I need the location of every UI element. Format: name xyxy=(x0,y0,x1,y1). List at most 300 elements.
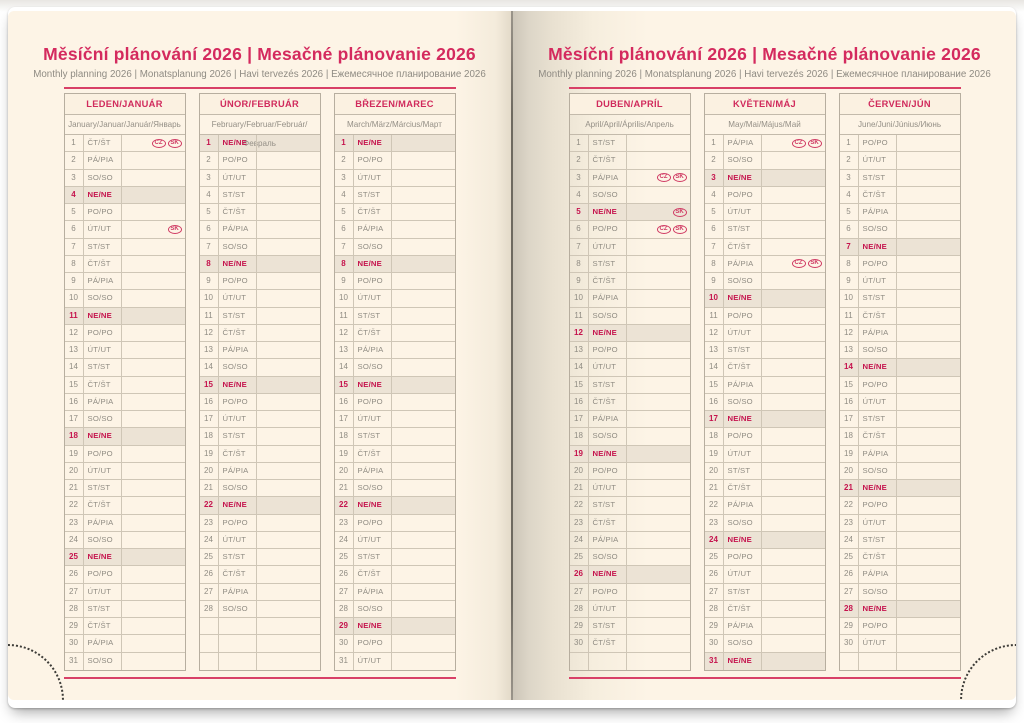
notes-cell xyxy=(392,135,455,151)
day-number xyxy=(200,635,219,651)
notes-cell xyxy=(762,256,825,272)
day-number: 28 xyxy=(335,601,354,617)
day-number: 7 xyxy=(705,239,724,255)
day-number: 11 xyxy=(335,308,354,324)
day-row xyxy=(705,515,825,532)
day-number: 7 xyxy=(570,239,589,255)
day-number: 23 xyxy=(335,515,354,531)
page-right xyxy=(513,11,1016,700)
notes-cell xyxy=(257,377,320,393)
day-row xyxy=(200,342,320,359)
day-abbrev: ÚT/UT xyxy=(724,566,762,582)
day-number: 17 xyxy=(200,411,219,427)
day-abbrev: ČT/ŠT xyxy=(219,566,257,582)
day-row xyxy=(705,653,825,670)
day-number: 30 xyxy=(335,635,354,651)
notes-cell xyxy=(762,549,825,565)
notes-cell xyxy=(392,480,455,496)
day-number: 15 xyxy=(200,377,219,393)
day-abbrev: ÚT/UT xyxy=(354,170,392,186)
day-abbrev: SO/SO xyxy=(724,635,762,651)
day-number: 30 xyxy=(705,635,724,651)
month-languages: March/März/Március/Март xyxy=(335,115,455,135)
day-number: 26 xyxy=(65,566,84,582)
notes-cell xyxy=(392,152,455,168)
day-abbrev: ÚT/UT xyxy=(84,463,122,479)
day-abbrev: ST/ST xyxy=(589,135,627,151)
day-row xyxy=(840,394,960,411)
day-number: 20 xyxy=(200,463,219,479)
day-abbrev: PÁ/PIA xyxy=(724,497,762,513)
day-number: 20 xyxy=(840,463,859,479)
day-number: 14 xyxy=(705,359,724,375)
day-row xyxy=(335,635,455,652)
day-abbrev: ČT/ŠT xyxy=(859,428,897,444)
notes-cell xyxy=(762,221,825,237)
holiday-badge-sk: SK xyxy=(808,139,822,148)
holiday-badge-sk: SK xyxy=(808,259,822,268)
day-row xyxy=(570,308,690,325)
day-number: 3 xyxy=(335,170,354,186)
day-number: 3 xyxy=(65,170,84,186)
notes-cell xyxy=(122,446,185,462)
day-number: 6 xyxy=(335,221,354,237)
notes-cell xyxy=(627,221,690,237)
day-row xyxy=(65,325,185,342)
day-number: 27 xyxy=(570,584,589,600)
day-number: 19 xyxy=(335,446,354,462)
notes-cell xyxy=(392,411,455,427)
day-row xyxy=(335,359,455,376)
month-table xyxy=(334,93,456,671)
notes-cell xyxy=(257,256,320,272)
notes-cell xyxy=(627,359,690,375)
notes-cell xyxy=(897,377,960,393)
day-abbrev: NE/NE xyxy=(859,239,897,255)
notes-cell xyxy=(627,653,690,670)
notes-cell xyxy=(392,256,455,272)
day-abbrev: SO/SO xyxy=(219,601,257,617)
notes-cell xyxy=(257,480,320,496)
day-number: 23 xyxy=(570,515,589,531)
day-row xyxy=(335,497,455,514)
day-row xyxy=(200,308,320,325)
day-number: 5 xyxy=(200,204,219,220)
top-rule xyxy=(569,87,961,89)
day-row xyxy=(840,359,960,376)
day-number: 16 xyxy=(840,394,859,410)
day-abbrev: ÚT/UT xyxy=(724,325,762,341)
notes-cell xyxy=(122,152,185,168)
day-number: 25 xyxy=(840,549,859,565)
day-row xyxy=(335,221,455,238)
holiday-badge-cz: CZ xyxy=(657,173,671,182)
day-number: 22 xyxy=(705,497,724,513)
notes-cell xyxy=(897,187,960,203)
day-row xyxy=(570,342,690,359)
notes-cell xyxy=(762,377,825,393)
notes-cell xyxy=(392,515,455,531)
day-row xyxy=(335,377,455,394)
page-left xyxy=(8,11,511,700)
day-abbrev: NE/NE xyxy=(84,428,122,444)
bottom-rule xyxy=(64,677,456,679)
day-number: 20 xyxy=(705,463,724,479)
day-row xyxy=(65,187,185,204)
day-number: 22 xyxy=(200,497,219,513)
month-name: LEDEN/JANUÁR xyxy=(65,94,185,115)
day-number: 5 xyxy=(65,204,84,220)
day-number: 22 xyxy=(335,497,354,513)
notes-cell xyxy=(762,308,825,324)
notes-cell xyxy=(627,394,690,410)
day-abbrev: ČT/ŠT xyxy=(219,204,257,220)
day-number: 24 xyxy=(570,532,589,548)
day-number: 7 xyxy=(65,239,84,255)
day-number: 14 xyxy=(570,359,589,375)
day-abbrev: ÚT/UT xyxy=(589,359,627,375)
notes-cell xyxy=(897,204,960,220)
notes-cell xyxy=(257,463,320,479)
day-number: 15 xyxy=(840,377,859,393)
day-abbrev: PO/PO xyxy=(724,549,762,565)
notes-cell xyxy=(392,428,455,444)
day-number: 6 xyxy=(705,221,724,237)
day-row xyxy=(570,584,690,601)
day-row xyxy=(335,549,455,566)
day-abbrev: ST/ST xyxy=(84,359,122,375)
day-row xyxy=(570,394,690,411)
day-abbrev: PO/PO xyxy=(724,187,762,203)
notes-cell xyxy=(392,377,455,393)
day-number: 24 xyxy=(200,532,219,548)
day-abbrev: PÁ/PIA xyxy=(724,135,762,151)
day-row xyxy=(840,497,960,514)
day-number: 31 xyxy=(335,653,354,670)
day-abbrev: ST/ST xyxy=(219,187,257,203)
day-number: 1 xyxy=(65,135,84,151)
day-abbrev: ST/ST xyxy=(589,377,627,393)
day-number: 9 xyxy=(705,273,724,289)
day-row xyxy=(570,653,690,670)
notes-cell xyxy=(627,273,690,289)
day-abbrev: ÚT/UT xyxy=(219,290,257,306)
notes-cell xyxy=(257,601,320,617)
day-abbrev: NE/NE xyxy=(589,446,627,462)
day-row xyxy=(200,377,320,394)
day-abbrev: PO/PO xyxy=(354,635,392,651)
month-name: DUBEN/APRÍL xyxy=(570,94,690,115)
day-row xyxy=(705,256,825,273)
day-abbrev: ČT/ŠT xyxy=(859,187,897,203)
day-abbrev: ÚT/UT xyxy=(859,273,897,289)
day-abbrev: ČT/ŠT xyxy=(84,256,122,272)
holiday-badge-sk: SK xyxy=(168,139,182,148)
day-number: 29 xyxy=(570,618,589,634)
day-number: 5 xyxy=(840,204,859,220)
day-number: 22 xyxy=(570,497,589,513)
day-number: 18 xyxy=(335,428,354,444)
notes-cell xyxy=(897,170,960,186)
day-number: 29 xyxy=(65,618,84,634)
day-row xyxy=(705,308,825,325)
day-number: 21 xyxy=(840,480,859,496)
day-abbrev: ST/ST xyxy=(724,584,762,600)
day-number: 18 xyxy=(570,428,589,444)
day-number: 13 xyxy=(200,342,219,358)
day-number: 1 xyxy=(705,135,724,151)
notes-cell xyxy=(257,635,320,651)
day-row xyxy=(705,618,825,635)
day-row xyxy=(840,480,960,497)
notes-cell xyxy=(762,584,825,600)
day-number: 18 xyxy=(65,428,84,444)
day-number: 12 xyxy=(200,325,219,341)
day-number: 17 xyxy=(65,411,84,427)
notes-cell xyxy=(762,394,825,410)
day-row xyxy=(840,584,960,601)
day-row xyxy=(65,566,185,583)
notes-cell xyxy=(897,601,960,617)
perforation-dots xyxy=(960,644,1016,700)
day-abbrev: PO/PO xyxy=(859,618,897,634)
day-abbrev: PÁ/PIA xyxy=(859,566,897,582)
day-number: 7 xyxy=(840,239,859,255)
holiday-badge-sk: SK xyxy=(673,225,687,234)
notes-cell xyxy=(627,428,690,444)
diary-book xyxy=(8,7,1016,708)
day-row xyxy=(65,135,185,152)
day-abbrev: PO/PO xyxy=(354,394,392,410)
day-row xyxy=(840,618,960,635)
day-abbrev: ST/ST xyxy=(589,497,627,513)
day-number: 29 xyxy=(705,618,724,634)
day-abbrev: SO/SO xyxy=(219,480,257,496)
day-abbrev: ÚT/UT xyxy=(589,239,627,255)
day-row xyxy=(200,204,320,221)
day-abbrev: ÚT/UT xyxy=(589,601,627,617)
day-row xyxy=(65,480,185,497)
day-abbrev: ČT/ŠT xyxy=(589,273,627,289)
day-row xyxy=(840,411,960,428)
notes-cell xyxy=(762,342,825,358)
day-row xyxy=(65,152,185,169)
months-left xyxy=(64,93,456,671)
day-abbrev: PÁ/PIA xyxy=(589,290,627,306)
day-row xyxy=(570,239,690,256)
day-number: 20 xyxy=(335,463,354,479)
day-row xyxy=(570,515,690,532)
day-row xyxy=(840,239,960,256)
day-number: 24 xyxy=(840,532,859,548)
day-row xyxy=(705,394,825,411)
day-row xyxy=(200,480,320,497)
notes-cell xyxy=(762,359,825,375)
notes-cell xyxy=(257,428,320,444)
notes-cell xyxy=(897,653,960,670)
day-row xyxy=(840,566,960,583)
notes-cell xyxy=(392,566,455,582)
notes-cell xyxy=(257,446,320,462)
day-abbrev: PÁ/PIA xyxy=(354,221,392,237)
notes-cell xyxy=(257,549,320,565)
notes-cell xyxy=(627,635,690,651)
day-abbrev: ČT/ŠT xyxy=(219,325,257,341)
day-abbrev: PÁ/PIA xyxy=(84,394,122,410)
day-abbrev: SO/SO xyxy=(354,601,392,617)
day-row xyxy=(200,497,320,514)
day-number: 9 xyxy=(65,273,84,289)
day-abbrev: PO/PO xyxy=(589,221,627,237)
notes-cell xyxy=(122,170,185,186)
notes-cell xyxy=(392,463,455,479)
day-number: 29 xyxy=(335,618,354,634)
notes-cell xyxy=(122,532,185,548)
day-row xyxy=(840,549,960,566)
day-row xyxy=(705,549,825,566)
notes-cell xyxy=(257,204,320,220)
day-number: 20 xyxy=(65,463,84,479)
day-abbrev: SO/SO xyxy=(84,170,122,186)
notes-cell xyxy=(762,290,825,306)
notes-cell xyxy=(627,480,690,496)
day-number xyxy=(200,653,219,670)
day-abbrev: PO/PO xyxy=(724,308,762,324)
day-abbrev: SO/SO xyxy=(84,290,122,306)
day-abbrev: PO/PO xyxy=(589,584,627,600)
day-row xyxy=(65,290,185,307)
day-abbrev: NE/NE xyxy=(589,204,627,220)
notes-cell xyxy=(897,239,960,255)
day-row xyxy=(200,359,320,376)
day-row xyxy=(335,463,455,480)
day-abbrev: NE/NE xyxy=(84,308,122,324)
day-row xyxy=(840,532,960,549)
day-number: 27 xyxy=(705,584,724,600)
day-number: 13 xyxy=(840,342,859,358)
day-row xyxy=(200,170,320,187)
day-abbrev: NE/NE xyxy=(84,549,122,565)
day-row xyxy=(840,653,960,670)
day-number: 1 xyxy=(840,135,859,151)
day-abbrev: SO/SO xyxy=(354,239,392,255)
day-row xyxy=(840,428,960,445)
day-number: 13 xyxy=(335,342,354,358)
day-row xyxy=(840,377,960,394)
day-number: 4 xyxy=(335,187,354,203)
day-number: 23 xyxy=(200,515,219,531)
day-abbrev: ST/ST xyxy=(84,480,122,496)
day-abbrev: ST/ST xyxy=(219,549,257,565)
notes-cell xyxy=(392,325,455,341)
day-abbrev: PÁ/PIA xyxy=(859,204,897,220)
day-row xyxy=(65,273,185,290)
day-number: 10 xyxy=(335,290,354,306)
notes-cell xyxy=(762,463,825,479)
day-abbrev: ÚT/UT xyxy=(354,532,392,548)
notes-cell xyxy=(762,428,825,444)
day-number: 9 xyxy=(335,273,354,289)
month-table xyxy=(64,93,186,671)
day-abbrev: ÚT/UT xyxy=(219,532,257,548)
day-row xyxy=(570,463,690,480)
day-row xyxy=(65,497,185,514)
day-number: 4 xyxy=(570,187,589,203)
day-number: 26 xyxy=(840,566,859,582)
day-abbrev: NE/NE xyxy=(354,256,392,272)
day-abbrev: PO/PO xyxy=(219,152,257,168)
day-number: 31 xyxy=(65,653,84,670)
day-number: 8 xyxy=(200,256,219,272)
notes-cell xyxy=(122,515,185,531)
day-number: 6 xyxy=(570,221,589,237)
day-row xyxy=(335,515,455,532)
notes-cell xyxy=(257,239,320,255)
month-languages: April/April/Április/Апрель xyxy=(570,115,690,135)
notes-cell xyxy=(122,584,185,600)
day-number: 21 xyxy=(335,480,354,496)
day-row xyxy=(200,463,320,480)
day-abbrev: SO/SO xyxy=(859,584,897,600)
day-abbrev: ČT/ŠT xyxy=(84,377,122,393)
day-row xyxy=(335,135,455,152)
day-abbrev: PO/PO xyxy=(859,135,897,151)
day-row xyxy=(65,532,185,549)
day-number: 6 xyxy=(840,221,859,237)
day-row xyxy=(570,204,690,221)
notes-cell xyxy=(897,428,960,444)
day-number: 26 xyxy=(200,566,219,582)
notes-cell xyxy=(762,497,825,513)
notes-cell xyxy=(392,549,455,565)
notes-cell xyxy=(897,566,960,582)
notes-cell xyxy=(762,152,825,168)
day-row xyxy=(570,428,690,445)
day-number: 28 xyxy=(570,601,589,617)
bottom-rule xyxy=(569,677,961,679)
day-abbrev: PO/PO xyxy=(219,273,257,289)
day-number: 28 xyxy=(65,601,84,617)
notes-cell xyxy=(122,256,185,272)
day-abbrev: ČT/ŠT xyxy=(354,566,392,582)
day-row xyxy=(335,290,455,307)
day-row xyxy=(65,584,185,601)
day-number: 27 xyxy=(335,584,354,600)
day-number: 19 xyxy=(65,446,84,462)
day-abbrev: SO/SO xyxy=(84,411,122,427)
day-abbrev: PÁ/PIA xyxy=(354,463,392,479)
day-abbrev: ČT/ŠT xyxy=(589,515,627,531)
notes-cell xyxy=(627,308,690,324)
notes-cell xyxy=(627,204,690,220)
day-row xyxy=(65,411,185,428)
day-number: 2 xyxy=(200,152,219,168)
day-row xyxy=(335,256,455,273)
notes-cell xyxy=(122,394,185,410)
holiday-badge-sk: SK xyxy=(168,225,182,234)
notes-cell xyxy=(122,239,185,255)
day-abbrev: SO/SO xyxy=(219,239,257,255)
notes-cell xyxy=(122,411,185,427)
day-number: 15 xyxy=(65,377,84,393)
day-number: 16 xyxy=(65,394,84,410)
day-abbrev: PO/PO xyxy=(859,377,897,393)
day-abbrev: PO/PO xyxy=(354,273,392,289)
day-row xyxy=(705,135,825,152)
day-number: 1 xyxy=(335,135,354,151)
notes-cell xyxy=(122,601,185,617)
day-row xyxy=(840,221,960,238)
